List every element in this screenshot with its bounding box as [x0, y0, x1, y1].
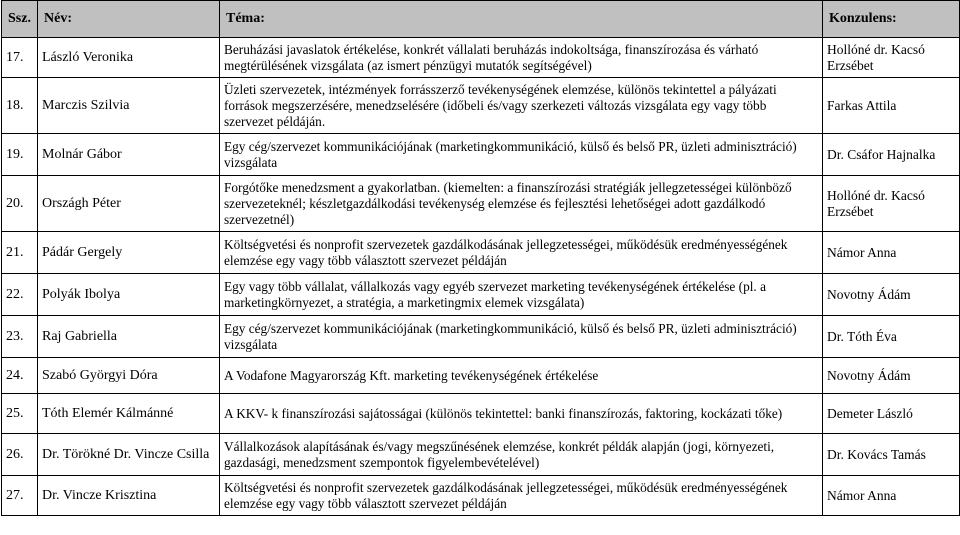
table-row [2, 38, 960, 78]
row-number: 21. [2, 232, 38, 274]
student-name: Pádár Gergely [38, 232, 220, 274]
header-consultant: Konzulens: [823, 1, 960, 38]
table-row [2, 434, 960, 476]
thesis-topics-table [1, 0, 960, 516]
header-name: Név: [38, 1, 220, 38]
topic-text: Egy vagy több vállalat, vállalkozás vagy egyéb szervezet marketing tevékenységének értékelése (pl. a marketingkörnyezet, a stratégia, a marketingmix elemek vizsgálata) [220, 274, 823, 316]
row-number: 27. [2, 476, 38, 516]
consultant-name: Dr. Tóth Éva [823, 316, 960, 358]
consultant-name: Dr. Csáfor Hajnalka [823, 134, 960, 176]
student-name: Szabó Györgyi Dóra [38, 358, 220, 394]
table-row [2, 176, 960, 232]
table-row [2, 316, 960, 358]
student-name: Tóth Elemér Kálmánné [38, 394, 220, 434]
topic-text: Költségvetési és nonprofit szervezetek gazdálkodásának jellegzetességei, működésük eredményességének elemzése egy vagy több választott szervezet példáján [220, 232, 823, 274]
student-name: Marczis Szilvia [38, 78, 220, 134]
student-name: Molnár Gábor [38, 134, 220, 176]
row-number: 17. [2, 38, 38, 78]
table-row [2, 358, 960, 394]
header-row [2, 1, 960, 38]
topic-text: A Vodafone Magyarország Kft. marketing tevékenységének értékelése [220, 358, 823, 394]
row-number: 20. [2, 176, 38, 232]
header-topic: Téma: [220, 1, 823, 38]
table-row [2, 476, 960, 516]
consultant-name: Novotny Ádám [823, 274, 960, 316]
consultant-name: Námor Anna [823, 232, 960, 274]
row-number: 26. [2, 434, 38, 476]
consultant-name: Dr. Kovács Tamás [823, 434, 960, 476]
row-number: 19. [2, 134, 38, 176]
row-number: 18. [2, 78, 38, 134]
student-name: Dr. Vincze Krisztina [38, 476, 220, 516]
student-name: László Veronika [38, 38, 220, 78]
table-row [2, 232, 960, 274]
topic-text: Egy cég/szervezet kommunikációjának (marketingkommunikáció, külső és belső PR, üzleti adminisztráció) vizsgálata [220, 134, 823, 176]
topic-text: Egy cég/szervezet kommunikációjának (marketingkommunikáció, külső és belső PR, üzleti adminisztráció) vizsgálata [220, 316, 823, 358]
table-row [2, 134, 960, 176]
row-number: 25. [2, 394, 38, 434]
table-row [2, 274, 960, 316]
consultant-name: Hollóné dr. Kacsó Erzsébet [823, 176, 960, 232]
table-row [2, 78, 960, 134]
topic-text: Vállalkozások alapításának és/vagy megszűnésének elemzése, konkrét példák alapján (jogi, környezeti, gazdasági, menedzsment szempontok figyelembevételével) [220, 434, 823, 476]
topic-text: Forgótőke menedzsment a gyakorlatban. (kiemelten: a finanszírozási stratégiák jellegzetességei különböző szervezeteknél; készletgazdálkodási tevékenység elemzése és fejlesztési lehetőségei adott gazdálkodó szervezetnél) [220, 176, 823, 232]
topic-text: Költségvetési és nonprofit szervezetek gazdálkodásának jellegzetességei, működésük eredményességének elemzése egy vagy több választott szervezet példáján [220, 476, 823, 516]
student-name: Polyák Ibolya [38, 274, 220, 316]
student-name: Országh Péter [38, 176, 220, 232]
consultant-name: Hollóné dr. Kacsó Erzsébet [823, 38, 960, 78]
consultant-name: Demeter László [823, 394, 960, 434]
row-number: 24. [2, 358, 38, 394]
topic-text: A KKV- k finanszírozási sajátosságai (különös tekintettel: banki finanszírozás, faktoring, kockázati tőke) [220, 394, 823, 434]
consultant-name: Novotny Ádám [823, 358, 960, 394]
table-row [2, 394, 960, 434]
row-number: 22. [2, 274, 38, 316]
row-number: 23. [2, 316, 38, 358]
consultant-name: Farkas Attila [823, 78, 960, 134]
student-name: Dr. Törökné Dr. Vincze Csilla [38, 434, 220, 476]
student-name: Raj Gabriella [38, 316, 220, 358]
consultant-name: Námor Anna [823, 476, 960, 516]
topic-text: Üzleti szervezetek, intézmények forrásszerző tevékenységének elemzése, különös tekintettel a pályázati források megszerzésére, menedzselésére (időbeli és/vagy szerkezeti változás vizsgálata egy vagy több szervezet példáján. [220, 78, 823, 134]
header-ssz: Ssz. [2, 1, 38, 38]
topic-text: Beruházási javaslatok értékelése, konkrét vállalati beruházás indokoltsága, finanszírozása és várható megtérülésének vizsgálata (az ismert pénzügyi mutatók segítségével) [220, 38, 823, 78]
